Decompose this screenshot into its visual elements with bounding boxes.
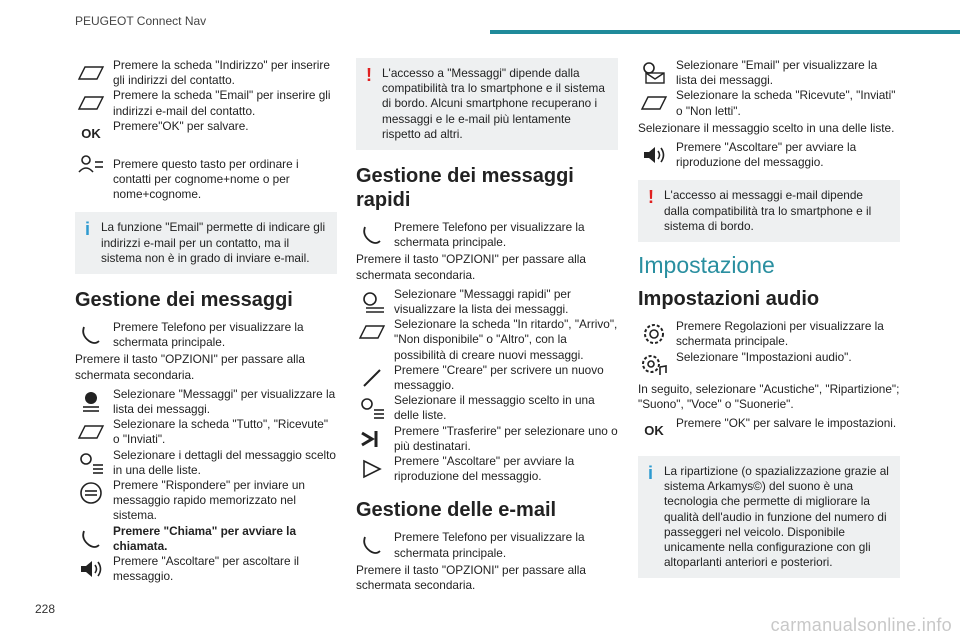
step-ascoltare: Premere "Ascoltare" per ascoltare il messaggio. <box>75 554 337 584</box>
play-icon <box>356 455 388 483</box>
email-icon <box>638 59 670 87</box>
info-note: i La ripartizione (o spazializzazione grazie al sistema Arkamys©) del suono è una tecnologia che permette di migliorare la qualità dell'audio in funzione del numero di passeggeri nel veicolo. Disponibile unicamente nella configurazione con gli altoparlanti anteriori e posteriori. <box>638 456 900 578</box>
quick-message-icon <box>356 288 388 316</box>
section-heading: Impostazioni audio <box>638 288 820 311</box>
step-ascoltare: Premere "Ascoltare" per avviare la riproduzione del messaggio. <box>638 140 900 170</box>
tab-icon <box>75 89 107 117</box>
pencil-icon <box>356 364 388 392</box>
sort-contacts-icon <box>75 150 107 178</box>
ok-icon: OK <box>81 126 101 142</box>
column-3: Selezionare "Email" per visualizzare la lista dei messaggi. Selezionare la scheda "Ricevute", "Inviati" o "Non letti". Selezionare il messaggio scelto in una delle liste. Premere "Ascoltare" per avviare la riproduzione del messaggio. ! L'accesso ai messaggi e-mail dipende dalla compatibilità tra lo smartphone e il sistema di bordo. Impostazione Impostazioni audio Premere Regolazioni per visualizzare la schermata principale. Selezionare "Impostazioni audio". In seguito, selezionare "Acustiche", "Ripartizione"; "Suono", "Voce" o "Suonerie". OK Premere "OK" per salvare le impostazioni. i La ripartizione (o spazializzazione grazie al sistema Arkamys©) del suono è una tecnologia che permette di migliorare la qualità dell'audio in funzione del numero di passeggeri nel veicolo. Disponibile unicamente nella configurazione con gli altoparlanti anteriori e posteriori. <box>638 58 900 590</box>
step-email: Premere la scheda "Email" per inserire gli indirizzi e-mail del contatto. <box>75 88 337 118</box>
warning-icon: ! <box>648 187 654 208</box>
tab-icon <box>75 418 107 446</box>
chapter-heading: Impostazione <box>638 252 775 279</box>
section-heading: Gestione delle e-mail <box>356 499 557 522</box>
step-telefono: Premere Telefono per visualizzare la schermata principale. <box>356 220 618 250</box>
step-impostazioni-audio: Selezionare "Impostazioni audio". <box>638 350 900 380</box>
column-1: Premere la scheda "Indirizzo" per inserire gli indirizzi del contatto. Premere la scheda "Email" per inserire gli indirizzi e-mail del contatto. OK Premere"OK" per salvare. Premere questo tasto per ordinare i contatti per cognome+nome o per nome+cognome. i La funzione "Email" permette di indicare gli indirizzi e-mail per un contatto, ma il sistema non è in grado di inviare e-mail. Gestione dei messaggi Premere Telefono per visualizzare la schermata principale. Premere il tasto "OPZIONI" per passare alla schermata secondaria. Selezionare "Messaggi" per visualizzare la lista dei messaggi. Selezionare la scheda "Tutto", "Ricevute" o "Inviati". Selezionare i dettagli del messaggio scelto in una delle liste. Premere "Rispondere" per inviare un messaggio rapido memorizzato nel sistema. Premere "Chiama" per avviare la chiamata. Premere "Ascoltare" per ascoltare il messaggio. <box>75 58 336 584</box>
forward-icon <box>356 425 388 453</box>
info-icon: i <box>648 463 654 484</box>
phone-icon <box>75 321 107 349</box>
step-chiama: Premere "Chiama" per avviare la chiamata. <box>75 524 337 554</box>
step-trasferire: Premere "Trasferire" per selezionare uno o più destinatari. <box>356 424 618 454</box>
step-email: Selezionare "Email" per visualizzare la lista dei messaggi. <box>638 58 900 88</box>
warning-note: ! L'accesso ai messaggi e-mail dipende dalla compatibilità tra lo smartphone e il sistema di bordo. <box>638 180 900 242</box>
section-heading: Gestione dei messaggi rapidi <box>356 165 574 212</box>
message-details-icon <box>356 394 388 422</box>
step-rispondere: Premere "Rispondere" per inviare un messaggio rapido memorizzato nel sistema. <box>75 478 337 524</box>
header-accent-bar <box>490 30 960 34</box>
step-creare: Premere "Creare" per scrivere un nuovo messaggio. <box>356 363 618 393</box>
step-ok: OK Premere "OK" per salvare le impostazioni. <box>638 416 900 446</box>
step-telefono: Premere Telefono per visualizzare la schermata principale. <box>75 320 337 350</box>
step-telefono: Premere Telefono per visualizzare la schermata principale. <box>356 530 618 560</box>
step-tutto: Selezionare la scheda "Tutto", "Ricevute" o "Inviati". <box>75 417 337 447</box>
step-ascoltare: Premere "Ascoltare" per avviare la riproduzione del messaggio. <box>356 454 618 484</box>
sms-icon <box>75 388 107 416</box>
page-number: 228 <box>35 602 56 616</box>
speaker-icon <box>75 555 107 583</box>
step-regolazioni: Premere Regolazioni per visualizzare la schermata principale. <box>638 319 900 349</box>
ok-icon: OK <box>644 423 664 439</box>
step-sort: Premere questo tasto per ordinare i contatti per cognome+nome o per nome+cognome. <box>75 149 337 203</box>
step-seleziona: Selezionare il messaggio scelto in una delle liste. <box>356 393 618 423</box>
tab-icon <box>75 59 107 87</box>
warning-note: ! L'accesso a "Messaggi" dipende dalla compatibilità tra lo smartphone e il sistema di bordo. Alcuni smartphone recuperano i messaggi e le e-mail più lentamente rispetto ad altri. <box>356 58 618 150</box>
step-dettagli: Selezionare i dettagli del messaggio scelto in una delle liste. <box>75 448 337 478</box>
step-messaggi: Selezionare "Messaggi" per visualizzare la lista dei messaggi. <box>75 387 337 417</box>
section-heading: Gestione dei messaggi <box>75 289 293 312</box>
phone-icon <box>356 221 388 249</box>
info-note: i La funzione "Email" permette di indicare gli indirizzi e-mail per un contatto, ma il sistema non è in grado di inviare e-mail. <box>75 212 337 274</box>
phone-icon <box>356 531 388 559</box>
tab-icon <box>638 89 670 117</box>
tab-icon <box>356 318 388 346</box>
info-icon: i <box>85 219 91 240</box>
speaker-icon <box>638 141 670 169</box>
step-in-ritardo: Selezionare la scheda "In ritardo", "Arrivo", "Non disponibile" o "Altro", con la possibilità di creare nuovi messaggi. <box>356 317 618 363</box>
step-ricevute: Selezionare la scheda "Ricevute", "Inviati" o "Non letti". <box>638 88 900 118</box>
warning-icon: ! <box>366 65 372 85</box>
gear-icon <box>638 320 670 348</box>
watermark: carmanualsonline.info <box>770 615 952 635</box>
phone-icon <box>75 525 107 553</box>
step-messaggi-rapidi: Selezionare "Messaggi rapidi" per visualizzare la lista dei messaggi. <box>356 287 618 317</box>
step-ok: OK Premere"OK" per salvare. <box>75 119 337 149</box>
audio-settings-icon <box>638 351 670 379</box>
reply-icon <box>75 479 107 507</box>
message-details-icon <box>75 449 107 477</box>
column-2: ! L'accesso a "Messaggi" dipende dalla compatibilità tra lo smartphone e il sistema di bordo. Alcuni smartphone recuperano i messaggi e le e-mail più lentamente rispetto ad altri. Gestione dei messaggi rapidi Premere Telefono per visualizzare la schermata principale. Premere il tasto "OPZIONI" per passare alla schermata secondaria. Selezionare "Messaggi rapidi" per visualizzare la lista dei messaggi. Selezionare la scheda "In ritardo", "Arrivo", "Non disponibile" o "Altro", con la possibilità di creare nuovi messaggi. Premere "Creare" per scrivere un nuovo messaggio. Selezionare il messaggio scelto in una delle liste. Premere "Trasferire" per selezionare uno o più destinatari. Premere "Ascoltare" per avviare la riproduzione del messaggio. Gestione delle e-mail Premere Telefono per visualizzare la schermata principale. Premere il tasto "OPZIONI" per passare alla schermata secondaria. <box>356 58 618 597</box>
running-header: PEUGEOT Connect Nav <box>75 14 207 28</box>
step-indirizzo: Premere la scheda "Indirizzo" per inserire gli indirizzi del contatto. <box>75 58 337 88</box>
